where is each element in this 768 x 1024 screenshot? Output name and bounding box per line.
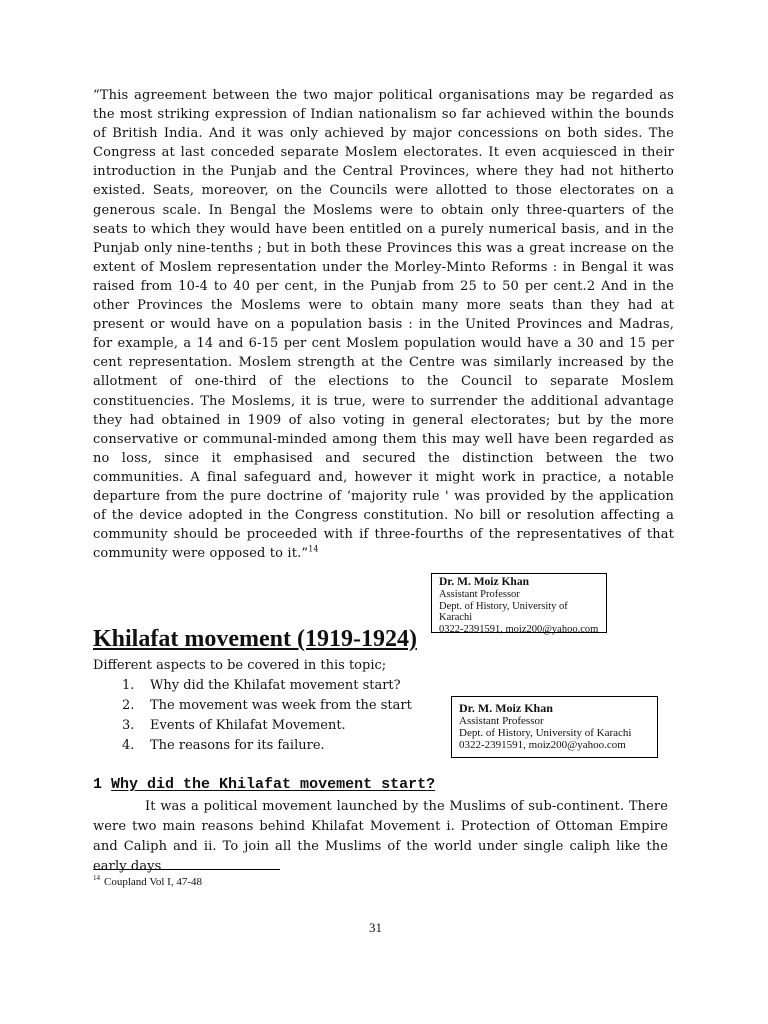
section-heading: Khilafat movement (1919-1924) [93,626,417,652]
author-department: Dept. of History, University of Karachi [459,727,632,739]
subsection-title: Why did the Khilafat movement start? [111,776,436,793]
subsection-heading [93,775,435,795]
list-item-number: 3. [122,718,135,733]
list-item [122,696,412,716]
author-name: Dr. M. Moiz Khan [439,576,529,588]
list-item [122,676,412,696]
footnote-number: 14 [93,874,100,883]
list-item-text: Why did the Khilafat movement start? [150,678,401,693]
list-item-number: 2. [122,698,135,713]
footnote-text: Coupland Vol I, 47-48 [104,876,202,888]
list-item [122,736,412,756]
list-item-number: 1. [122,678,135,693]
author-title: Assistant Professor [439,589,520,600]
author-name: Dr. M. Moiz Khan [459,701,553,715]
list-item-number: 4. [122,738,135,753]
quote-paragraph [93,86,674,563]
subsection-body: It was a political movement launched by the Muslims of sub-continent. There were two main reasons behind Khilafat Movement i. Protection of Ottoman Empire and Caliph and ii. To join all the Muslims of the world under single caliph like the early days [93,799,668,874]
footnote-ref: 14 [308,544,319,554]
page-number: 31 [369,920,382,935]
list-item-text: The reasons for its failure. [150,738,325,753]
list-item-text: Events of Khilafat Movement. [150,718,346,733]
author-contact: 0322-2391591, moiz200@yahoo.com [439,623,599,635]
author-credit-box [431,573,607,633]
section-intro: Different aspects to be covered in this topic; [93,658,387,673]
aspects-list [122,676,412,756]
author-department: Dept. of History, University of Karachi [439,600,568,623]
subsection-number: 1 [93,776,103,793]
footnote-divider [93,869,280,870]
quote-text: “This agreement between the two major political organisations may be regarded as the most striking expression of Indian nationalism so far achieved within the bounds of British India. And it was only achieved by major concessions on both sides. The Congress at last conceded separate Moslem electorates. It even acquiesced in their introduction in the Punjab and the Central Provinces, where they had not hitherto existed. Seats, moreover, on the Councils were allotted to those electorates on a generous scale. In Bengal the Moslems were to obtain only three-quarters of the seats to which they would have been entitled on a purely numerical basis, and in the Punjab only nine-tenths ; but in both these Provinces this was a great increase on the extent of Moslem representation under the Morley-Minto Reforms : in Bengal it was raised from 10-4 to 40 per cent, in the Punjab from 25 to 50 per cent.2 And in the other Provinces the Moslems were to obtain many more seats than they had at present or would have on a population basis : in the United Provinces and Madras, for example, a 14 and 6-15 per cent Moslem population would have a 30 and 15 per cent representation. Moslem strength at the Centre was similarly increased by the allotment of one-third of the elections to the Council to separate Moslem constituencies. The Moslems, it is true, were to surrender the additional advantage they had obtained in 1909 of also voting in general electorates; but by the more conservative or communal-minded among them this may well have been regarded as no loss, since it emphasised and secured the distinction between the two communities. A final safeguard and, however it might work in practice, a notable departure from the pure doctrine of ‘majority rule ' was provided by the application of the device adopted in the Congress constitution. No bill or resolution affecting a community should be proceeded with if three-fourths of the representatives of that community were opposed to it.” [93,88,674,562]
author-title: Assistant Professor [459,715,544,727]
list-item-text: The movement was week from the start [150,698,412,713]
footnote [93,876,202,889]
author-credit-box [451,696,658,758]
list-item [122,716,412,736]
author-contact: 0322-2391591, moiz200@yahoo.com [459,739,626,751]
